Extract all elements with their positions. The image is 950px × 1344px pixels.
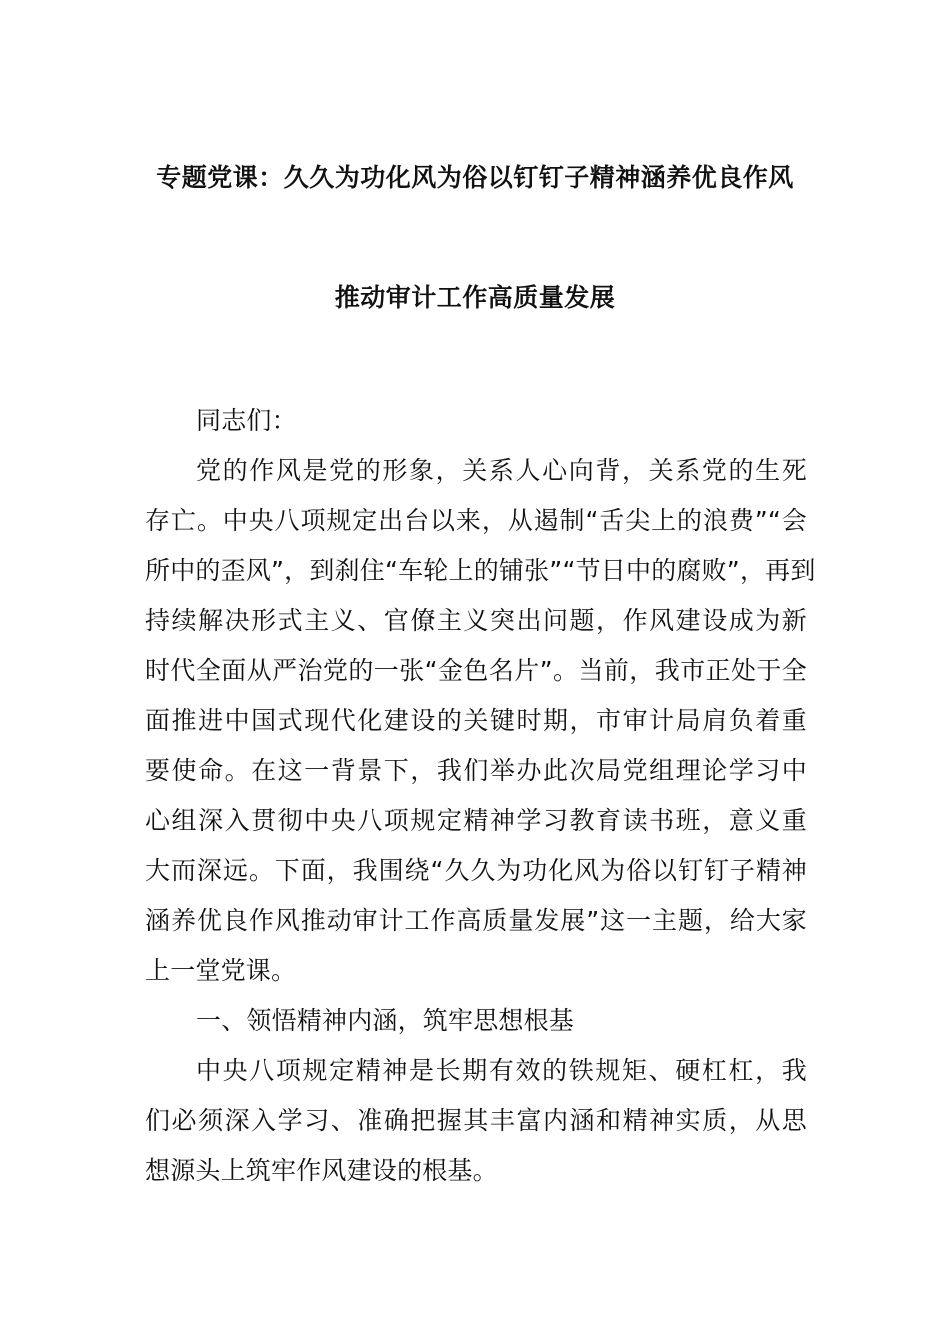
paragraph-2-line: 想源头上筑牢作风建设的根基。 (145, 1156, 498, 1185)
paragraph-1-line: 时代全面从严治党的一张“金色名片”。当前，我市正处于全 (145, 656, 807, 685)
paragraph-1-line: 涵养优良作风推动审计工作高质量发展”这一主题，给大家 (145, 906, 807, 935)
document-body (145, 396, 816, 1196)
paragraph-1-line: 存亡。中央八项规定出台以来，从遏制“舌尖上的浪费”“会 (145, 506, 807, 535)
paragraph-2-line: 中央八项规定精神是长期有效的铁规矩、硬杠杠，我 (196, 1056, 807, 1085)
paragraph-1-line: 要使命。在这一背景下，我们举办此次局党组理论学习中 (145, 756, 807, 785)
paragraph-1-line: 持续解决形式主义、官僚主义突出问题，作风建设成为新 (145, 606, 807, 635)
salutation: 同志们： (196, 406, 297, 435)
paragraph-1-line: 面推进中国式现代化建设的关键时期，市审计局肩负着重 (145, 706, 807, 735)
paragraph-1-line: 心组深入贯彻中央八项规定精神学习教育读书班，意义重 (145, 806, 807, 835)
paragraph-1-line: 所中的歪风”，到刹住“车轮上的铺张”“节日中的腐败”，再到 (145, 556, 816, 585)
document-title-line-1: 专题党课：久久为功化风为俗以钉钉子精神涵养优良作风 (156, 163, 794, 192)
section-1-heading: 一、领悟精神内涵，筑牢思想根基 (196, 1006, 575, 1035)
paragraph-1-line: 上一堂党课。 (145, 956, 297, 985)
document-title-line-2: 推动审计工作高质量发展 (334, 283, 616, 312)
paragraph-2-line: 们必须深入学习、准确把握其丰富内涵和精神实质，从思 (145, 1106, 807, 1135)
paragraph-1-line: 大而深远。下面，我围绕“久久为功化风为俗以钉钉子精神 (145, 856, 807, 885)
paragraph-1-line: 党的作风是党的形象，关系人心向背，关系党的生死 (196, 456, 807, 485)
